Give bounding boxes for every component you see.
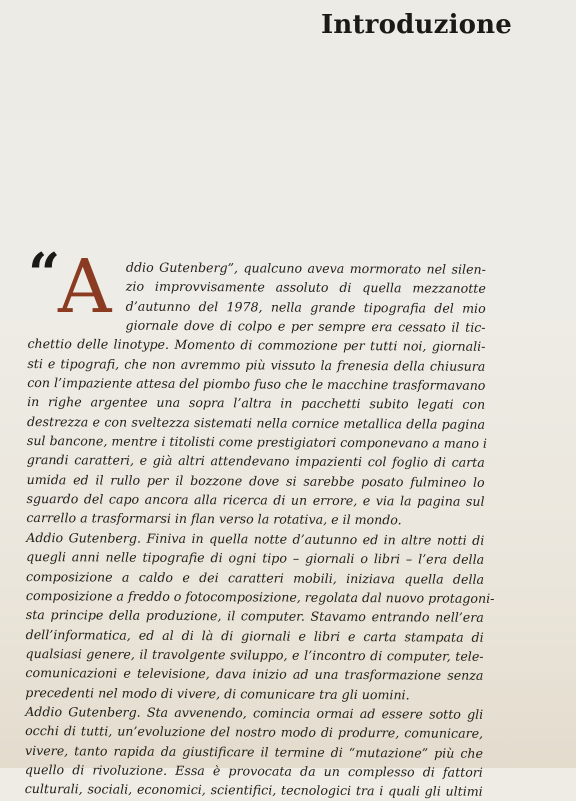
drop-cap-letter: A xyxy=(58,244,112,330)
chapter-title: Introduzione xyxy=(321,10,513,40)
body-text xyxy=(24,257,495,801)
text-line: Addio Gutenberg. Finiva in quella notte d’autunno ed in altre notti di xyxy=(26,529,485,548)
text-line: umida ed il rullo per il bozzone dove si sarebbe posato fulmineo lo xyxy=(26,471,485,490)
text-line: chettio delle linotype. Momento di commozione per tutti noi, giornali- xyxy=(27,336,486,355)
text-line: d’autunno del 1978, nella grande tipografia del mio xyxy=(125,298,486,316)
text-line: sul bancone, mentre i titolisti come prestigiatori componevano a mano i xyxy=(26,433,488,451)
text-line: sguardo del capo ancora alla ricerca di un errore, e via la pagina sul xyxy=(26,491,485,509)
text-line: vivere, tanto rapida da giustificare il termine di “mutazione” più che xyxy=(24,742,484,761)
opening-quote-mark: “ xyxy=(28,241,61,307)
text-line: destrezza e con sveltezza sistemati nella cornice metallica della pagina xyxy=(26,413,486,432)
text-line: comunicazioni e televisione, dava inizio ad una trasformazione senza xyxy=(25,665,484,684)
text-line: composizione a caldo e dei caratteri mobili, iniziava quella della xyxy=(26,568,485,587)
text-line: dell’informatica, ed al di là di giornali e libri e carta stampata di xyxy=(25,626,484,645)
text-line: sti e tipografi, che non avremmo più vissuto la frenesia della chiusura xyxy=(27,355,486,374)
text-line: carrello a trasformarsi in flan verso la rotativa, e il mondo. xyxy=(26,510,402,528)
text-line: grandi caratteri, e già altri attendevano impazienti col foglio di carta xyxy=(26,452,485,471)
text-line: qualsiasi genere, il travolgente sviluppo, e l’incontro di computer, tele- xyxy=(25,645,484,664)
text-line: occhi di tutti, un’evoluzione del nostro modo di produrre, comunicare, xyxy=(25,723,484,742)
text-line: zio improvvisamente assoluto di quella mezzanotte xyxy=(125,278,486,297)
text-line: sta principe della produzione, il computer. Stavamo entrando nell’era xyxy=(25,607,484,625)
text-line: con l’impaziente attesa del piombo fuso che le macchine trasformavano xyxy=(27,375,486,393)
text-line: quello di rivoluzione. Essa è provocata da un complesso di fattori xyxy=(24,761,483,780)
text-line: giornale dove di colpo e per sempre era cessato il tic- xyxy=(125,317,486,335)
text-line: composizione a freddo o fotocomposizione, regolata dal nuovo protagoni- xyxy=(25,587,495,606)
text-line: Addio Gutenberg. Sta avvenendo, comincia ormai ad essere sotto gli xyxy=(25,703,484,722)
text-line: culturali, sociali, economici, scientifici, tecnologici tra i quali gli ultimi xyxy=(24,781,483,800)
text-line: ddio Gutenberg”, qualcuno aveva mormorato nel silen- xyxy=(125,259,486,277)
text-line: in righe argentee una sopra l’altra in pacchetti subito legati con xyxy=(27,394,486,413)
text-line: quegli anni nelle tipografie di ogni tipo – giornali o libri – l’era della xyxy=(26,549,485,567)
text-line: precedenti nel modo di vivere, di comunicare tra gli uomini. xyxy=(25,684,410,702)
